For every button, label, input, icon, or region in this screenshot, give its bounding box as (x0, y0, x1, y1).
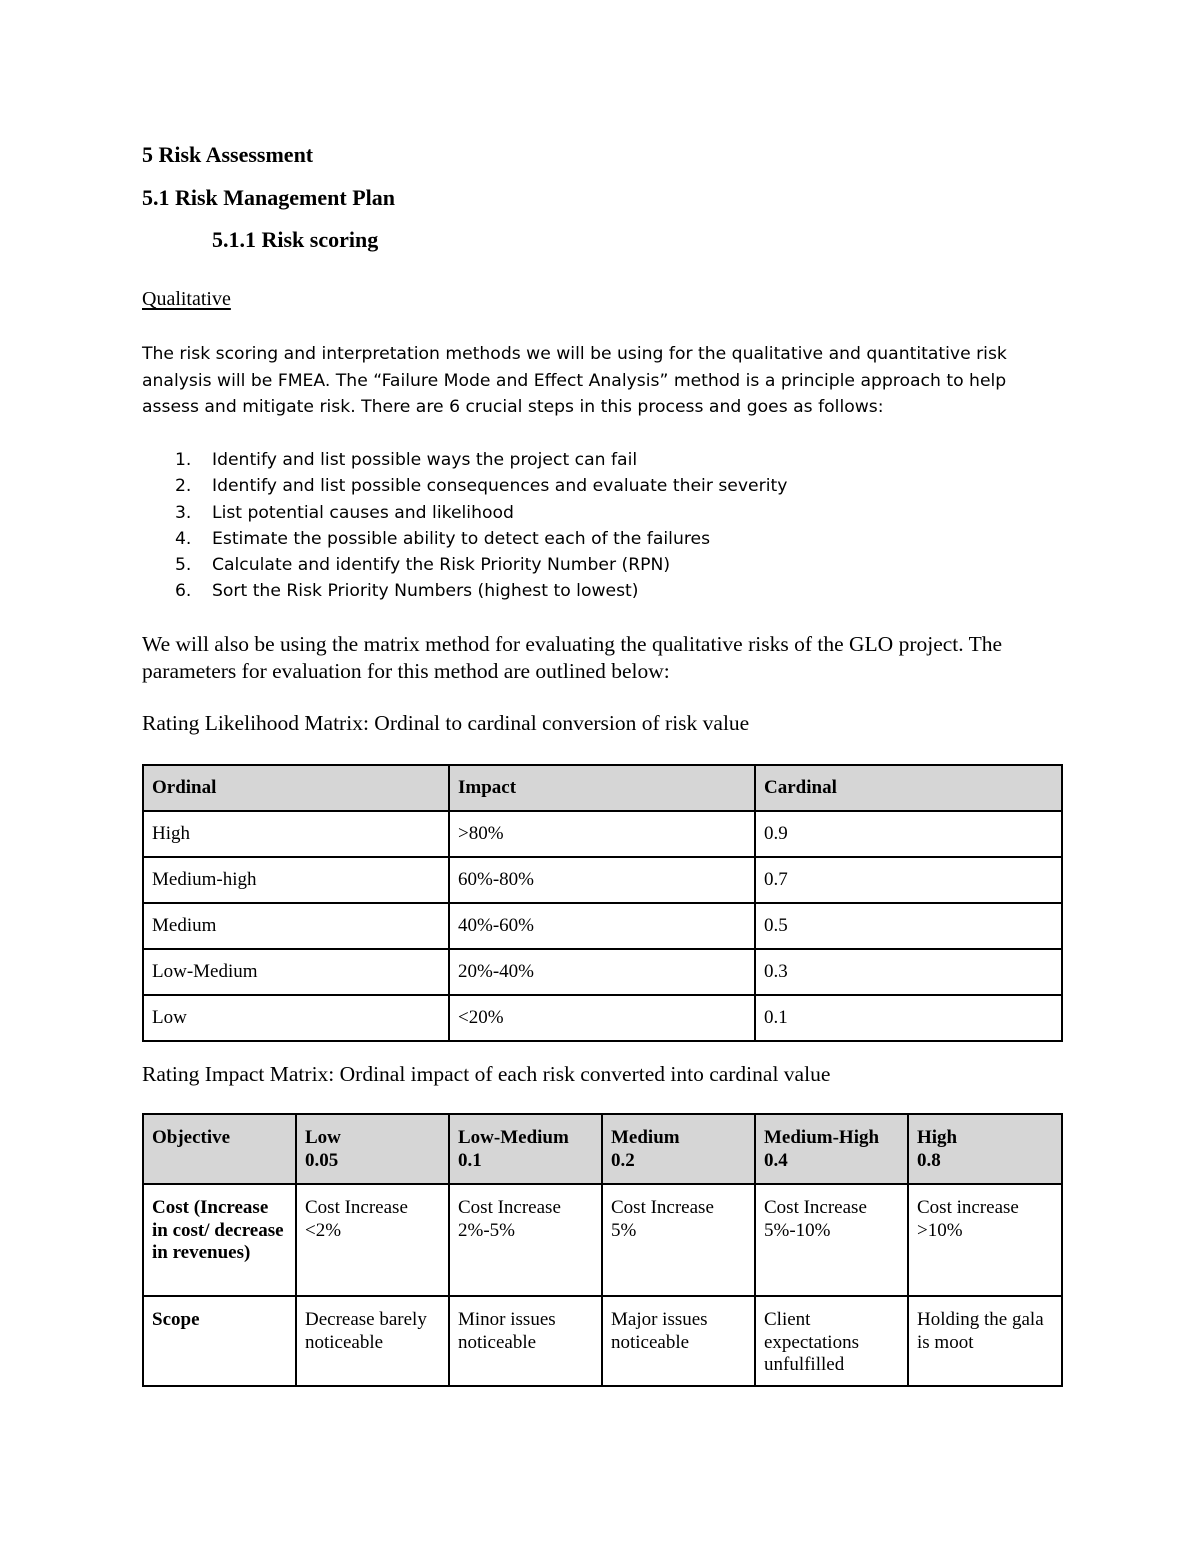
row-label-cost: Cost (Increase in cost/ decrease in revenues) (143, 1184, 296, 1296)
header-label: Objective (152, 1127, 231, 1148)
table-cell: Decrease barely noticeable (296, 1296, 449, 1386)
cell-line: Cost Increase (458, 1197, 561, 1218)
table-cell: Holding the gala is moot (908, 1296, 1062, 1386)
cell-line: Cost Increase (611, 1197, 714, 1218)
table-cell: 20%-40% (449, 949, 755, 995)
list-number: 6. (175, 581, 192, 602)
header-value: 0.05 (305, 1149, 339, 1171)
header-impact: Impact (449, 765, 755, 811)
table-cell: 0.1 (755, 995, 1062, 1041)
cell-line: 5% (611, 1219, 637, 1241)
header-high (908, 1114, 1062, 1184)
table-cell (449, 1184, 602, 1296)
cell-line: Cost Increase (305, 1197, 408, 1218)
table-cell: 0.3 (755, 949, 1062, 995)
header-medium-high (755, 1114, 908, 1184)
table-cell: Low (143, 995, 449, 1041)
table-header-row (143, 765, 1062, 811)
table-row (143, 903, 1062, 949)
list-text: Calculate and identify the Risk Priority Number (RPN) (212, 555, 671, 576)
table-cell: Medium (143, 903, 449, 949)
list-item (142, 447, 1062, 473)
table-cell: Major issues noticeable (602, 1296, 755, 1386)
list-item (142, 526, 1062, 552)
impact-caption: Rating Impact Matrix: Ordinal impact of each risk converted into cardinal value (142, 1062, 831, 1086)
list-text: Identify and list possible consequences and evaluate their severity (212, 476, 788, 497)
list-text: Estimate the possible ability to detect each of the failures (212, 528, 711, 549)
row-label-scope: Scope (143, 1296, 296, 1386)
table-row (143, 811, 1062, 857)
header-value: 0.1 (458, 1149, 482, 1171)
likelihood-caption: Rating Likelihood Matrix: Ordinal to cardinal conversion of risk value (142, 711, 750, 735)
matrix-intro-paragraph: We will also be using the matrix method for evaluating the qualitative risks of the GLO project. The parameters for evaluation for this method are outlined below: (142, 632, 1003, 683)
qualitative-subheading: Qualitative (142, 288, 231, 310)
list-number: 4. (175, 528, 192, 549)
list-number: 1. (175, 450, 192, 470)
cell-line: 2%-5% (458, 1219, 515, 1241)
header-label: Low-Medium (458, 1127, 569, 1148)
header-label: High (917, 1127, 958, 1148)
list-item (142, 578, 1062, 604)
subsection-heading: 5.1 Risk Management Plan (142, 185, 395, 210)
list-text: Sort the Risk Priority Numbers (highest to lowest) (212, 581, 639, 602)
header-label: Medium-High (764, 1127, 880, 1148)
header-low-medium (449, 1114, 602, 1184)
header-low (296, 1114, 449, 1184)
header-objective (143, 1114, 296, 1184)
table-cell: 40%-60% (449, 903, 755, 949)
table-cell (908, 1184, 1062, 1296)
header-value: 0.2 (611, 1149, 635, 1171)
cell-line: 5%-10% (764, 1219, 831, 1241)
table-cell (296, 1184, 449, 1296)
header-value: 0.4 (764, 1149, 788, 1171)
table-cell: 60%-80% (449, 857, 755, 903)
table-cell: Minor issues noticeable (449, 1296, 602, 1386)
cell-line: Cost increase (917, 1197, 1019, 1218)
header-value: 0.8 (917, 1149, 941, 1171)
table-cell: Low-Medium (143, 949, 449, 995)
table-cell (755, 1184, 908, 1296)
impact-matrix-table (142, 1113, 1063, 1387)
header-label: Low (305, 1127, 341, 1148)
list-item (142, 473, 1062, 499)
table-cell: Client expectations unfulfilled (755, 1296, 908, 1386)
list-number: 3. (175, 502, 192, 523)
table-cell: <20% (449, 995, 755, 1041)
list-number: 2. (175, 476, 192, 497)
table-row (143, 857, 1062, 903)
cell-line: >10% (917, 1219, 963, 1241)
table-row (143, 995, 1062, 1041)
cell-line: Cost Increase (764, 1197, 867, 1218)
table-row (143, 1184, 1062, 1296)
intro-paragraph: The risk scoring and interpretation methods we will be using for the qualitative and quantitative risk analysis will be FMEA. The “Failure Mode and Effect Analysis” method is a principle approach to help assess and mitigate risk. There are 6 crucial steps in this process and goes as follows: (142, 344, 1007, 417)
table-header-row (143, 1114, 1062, 1184)
header-label: Medium (611, 1127, 680, 1148)
list-number: 5. (175, 555, 192, 576)
subsubsection-heading: 5.1.1 Risk scoring (212, 227, 379, 252)
list-text: Identify and list possible ways the project can fail (212, 450, 638, 470)
table-cell: >80% (449, 811, 755, 857)
likelihood-matrix-table (142, 764, 1063, 1042)
table-cell: High (143, 811, 449, 857)
header-ordinal: Ordinal (143, 765, 449, 811)
list-text: List potential causes and likelihood (212, 502, 514, 523)
header-medium (602, 1114, 755, 1184)
table-cell (602, 1184, 755, 1296)
table-cell: 0.9 (755, 811, 1062, 857)
table-row (143, 1296, 1062, 1386)
steps-list (142, 447, 1062, 605)
list-item (142, 500, 1062, 526)
section-heading: 5 Risk Assessment (142, 142, 314, 167)
header-cardinal: Cardinal (755, 765, 1062, 811)
table-cell: 0.7 (755, 857, 1062, 903)
table-cell: 0.5 (755, 903, 1062, 949)
table-row (143, 949, 1062, 995)
list-item (142, 552, 1062, 578)
cell-line: <2% (305, 1219, 342, 1241)
table-cell: Medium-high (143, 857, 449, 903)
